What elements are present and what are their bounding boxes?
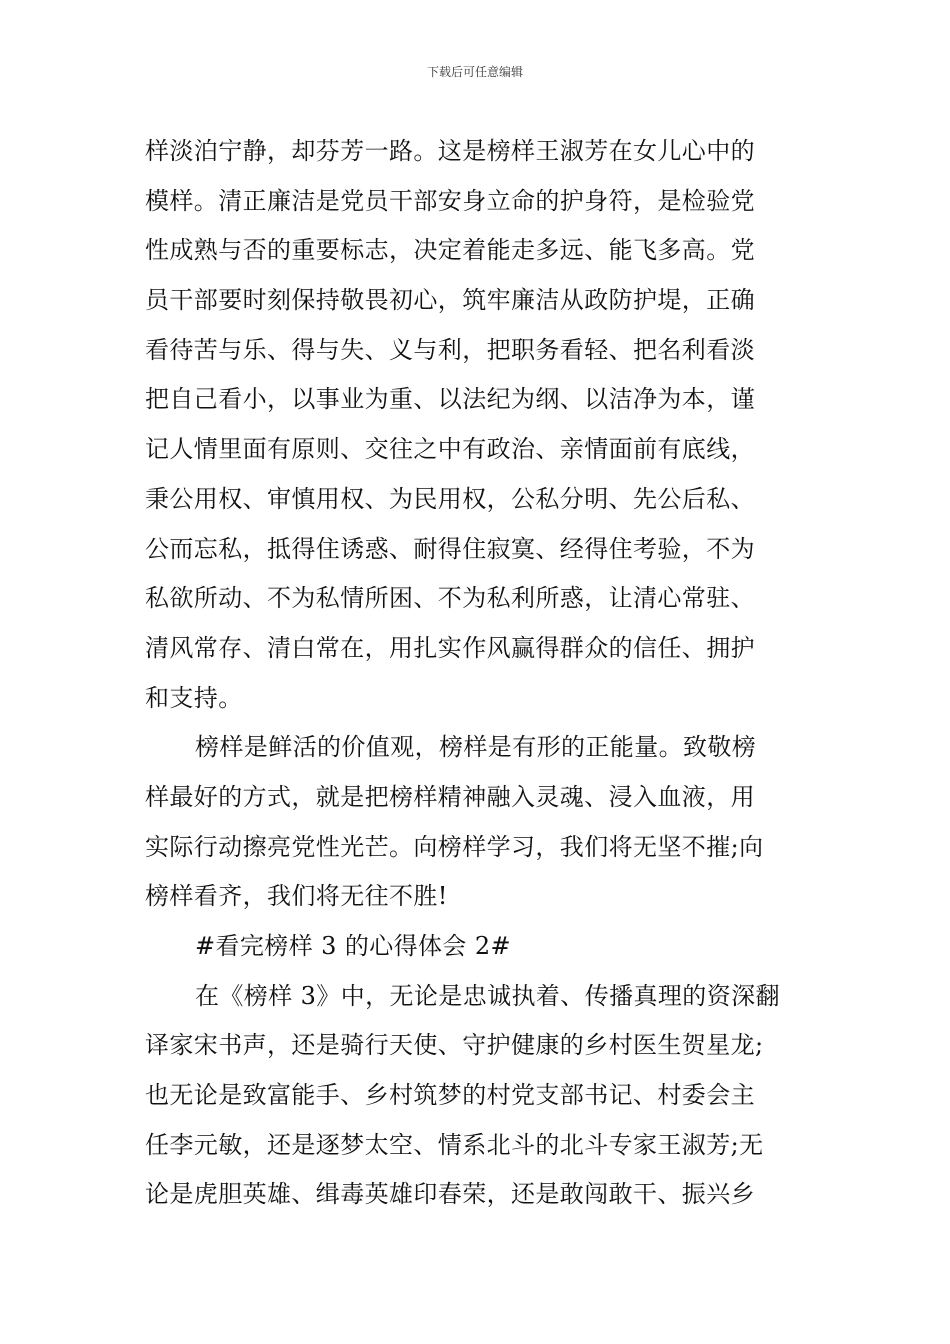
paragraph-start-line: 榜样是鲜活的价值观，榜样是有形的正能量。致敬榜 [195, 733, 757, 762]
text-line: 模样。清正廉洁是党员干部安身立命的护身符，是检验党 [145, 186, 755, 215]
section-heading: #看完榜样 3 的心得体会 2# [195, 932, 512, 960]
text-line: 样淡泊宁静，却芬芳一路。这是榜样王淑芳在女儿心中的 [145, 137, 755, 165]
text-line: 秉公用权、审慎用权、为民用权，公私分明、先公后私、 [145, 484, 755, 513]
text-line: 榜样看齐，我们将无往不胜! [145, 882, 448, 911]
text-line: 也无论是致富能手、乡村筑梦的村党支部书记、村委会主 [145, 1081, 755, 1110]
text-line: 性成熟与否的重要标志，决定着能走多远、能飞多高。党 [145, 236, 755, 265]
text-line: 看待苦与乐、得与失、义与利，把职务看轻、把名利看淡 [145, 335, 755, 364]
text-line: 员干部要时刻保持敬畏初心，筑牢廉洁从政防护堤，正确 [145, 286, 755, 315]
text-line: 清风常存、清白常在，用扎实作风赢得群众的信任、拥护 [145, 633, 755, 662]
page-header: 下载后可任意编辑 [426, 65, 523, 79]
text-line: 实际行动擦亮党性光芒。向榜样学习，我们将无坚不摧;向 [145, 832, 764, 861]
text-line: 任李元敏，还是逐梦太空、情系北斗的北斗专家王淑芳;无 [145, 1130, 764, 1159]
text-line: 译家宋书声，还是骑行天使、守护健康的乡村医生贺星龙; [145, 1031, 764, 1060]
text-line: 记人情里面有原则、交往之中有政治、亲情面前有底线， [145, 435, 755, 464]
document-body [145, 127, 815, 1220]
text-line: 私欲所动、不为私情所困、不为私利所惑，让清心常驻、 [145, 584, 755, 613]
text-line: 和支持。 [145, 683, 243, 712]
text-line: 把自己看小，以事业为重、以法纪为纲、以洁净为本，谨 [145, 385, 755, 414]
paragraph-start-line: 在《榜样 3》中，无论是忠诚执着、传播真理的资深翻 [195, 981, 780, 1010]
text-line: 样最好的方式，就是把榜样精神融入灵魂、浸入血液，用 [145, 782, 755, 811]
text-line: 公而忘私，抵得住诱惑、耐得住寂寞、经得住考验，不为 [145, 534, 755, 563]
text-line: 论是虎胆英雄、缉毒英雄印春荣，还是敢闯敢干、振兴乡 [145, 1180, 755, 1209]
